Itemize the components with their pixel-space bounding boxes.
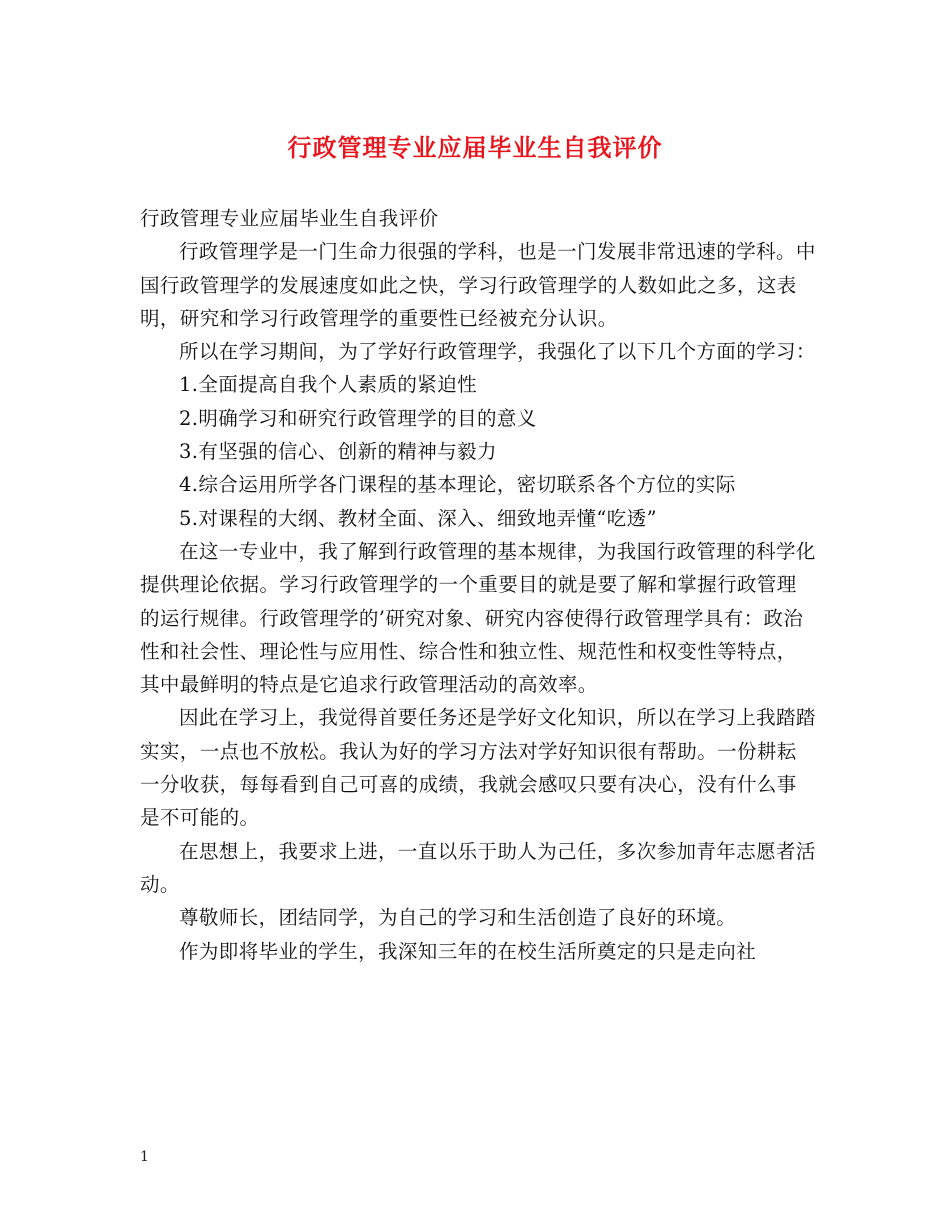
list-item-5: 5.对课程的大纲、教材全面、深入、细致地弄懂“吃透”	[179, 506, 657, 530]
document-body	[140, 202, 816, 968]
list-item-1: 1.全面提高自我个人素质的紧迫性	[179, 373, 478, 397]
list-item-2: 2.明确学习和研究行政管理学的目的意义	[179, 406, 537, 430]
paragraph-intro: 行政管理学是一门生命力很强的学科，也是一门发展非常迅速的学科。中国行政管理学的发展速度如此之快，学习行政管理学的人数如此之多，这表明，研究和学习行政管理学的重要性已经被充分认识。	[140, 240, 816, 330]
paragraph-study-focus: 所以在学习期间，为了学好行政管理学，我强化了以下几个方面的学习：	[179, 340, 816, 364]
list-item-3: 3.有坚强的信心、创新的精神与毅力	[179, 440, 497, 464]
paragraph-major-rules: 在这一专业中，我了解到行政管理的基本规律，为我国行政管理的科学化提供理论依据。学习行政管理学的一个重要目的就是要了解和掌握行政管理的运行规律。行政管理学的’研究对象、研究内容使得行政管理学具有：政治性和社会性、理论性与应用性、综合性和独立性、规范性和权变性等特点，其中最鲜明的特点是它追求行政管理活动的高效率。	[140, 539, 816, 697]
paragraph-respect: 尊敬师长，团结同学，为自己的学习和生活创造了良好的环境。	[179, 906, 737, 930]
paragraph-graduation: 作为即将毕业的学生，我深知三年的在校生活所奠定的只是走向社	[179, 939, 757, 963]
document-title: 行政管理专业应届毕业生自我评价	[287, 133, 663, 162]
list-item-4: 4.综合运用所学各门课程的基本理论，密切联系各个方位的实际	[179, 473, 736, 497]
page-number: 1	[140, 1149, 149, 1165]
paragraph-thought: 在思想上，我要求上进，一直以乐于助人为己任，多次参加青年志愿者活动。	[140, 839, 816, 896]
paragraph-study-attitude: 因此在学习上，我觉得首要任务还是学好文化知识，所以在学习上我踏踏实实，一点也不放松。我认为好的学习方法对学好知识很有帮助。一份耕耘一分收获，每每看到自己可喜的成绩，我就会感叹只要有决心，没有什么事是不可能的。	[140, 706, 816, 830]
document-subtitle: 行政管理专业应届毕业生自我评价	[140, 207, 439, 230]
